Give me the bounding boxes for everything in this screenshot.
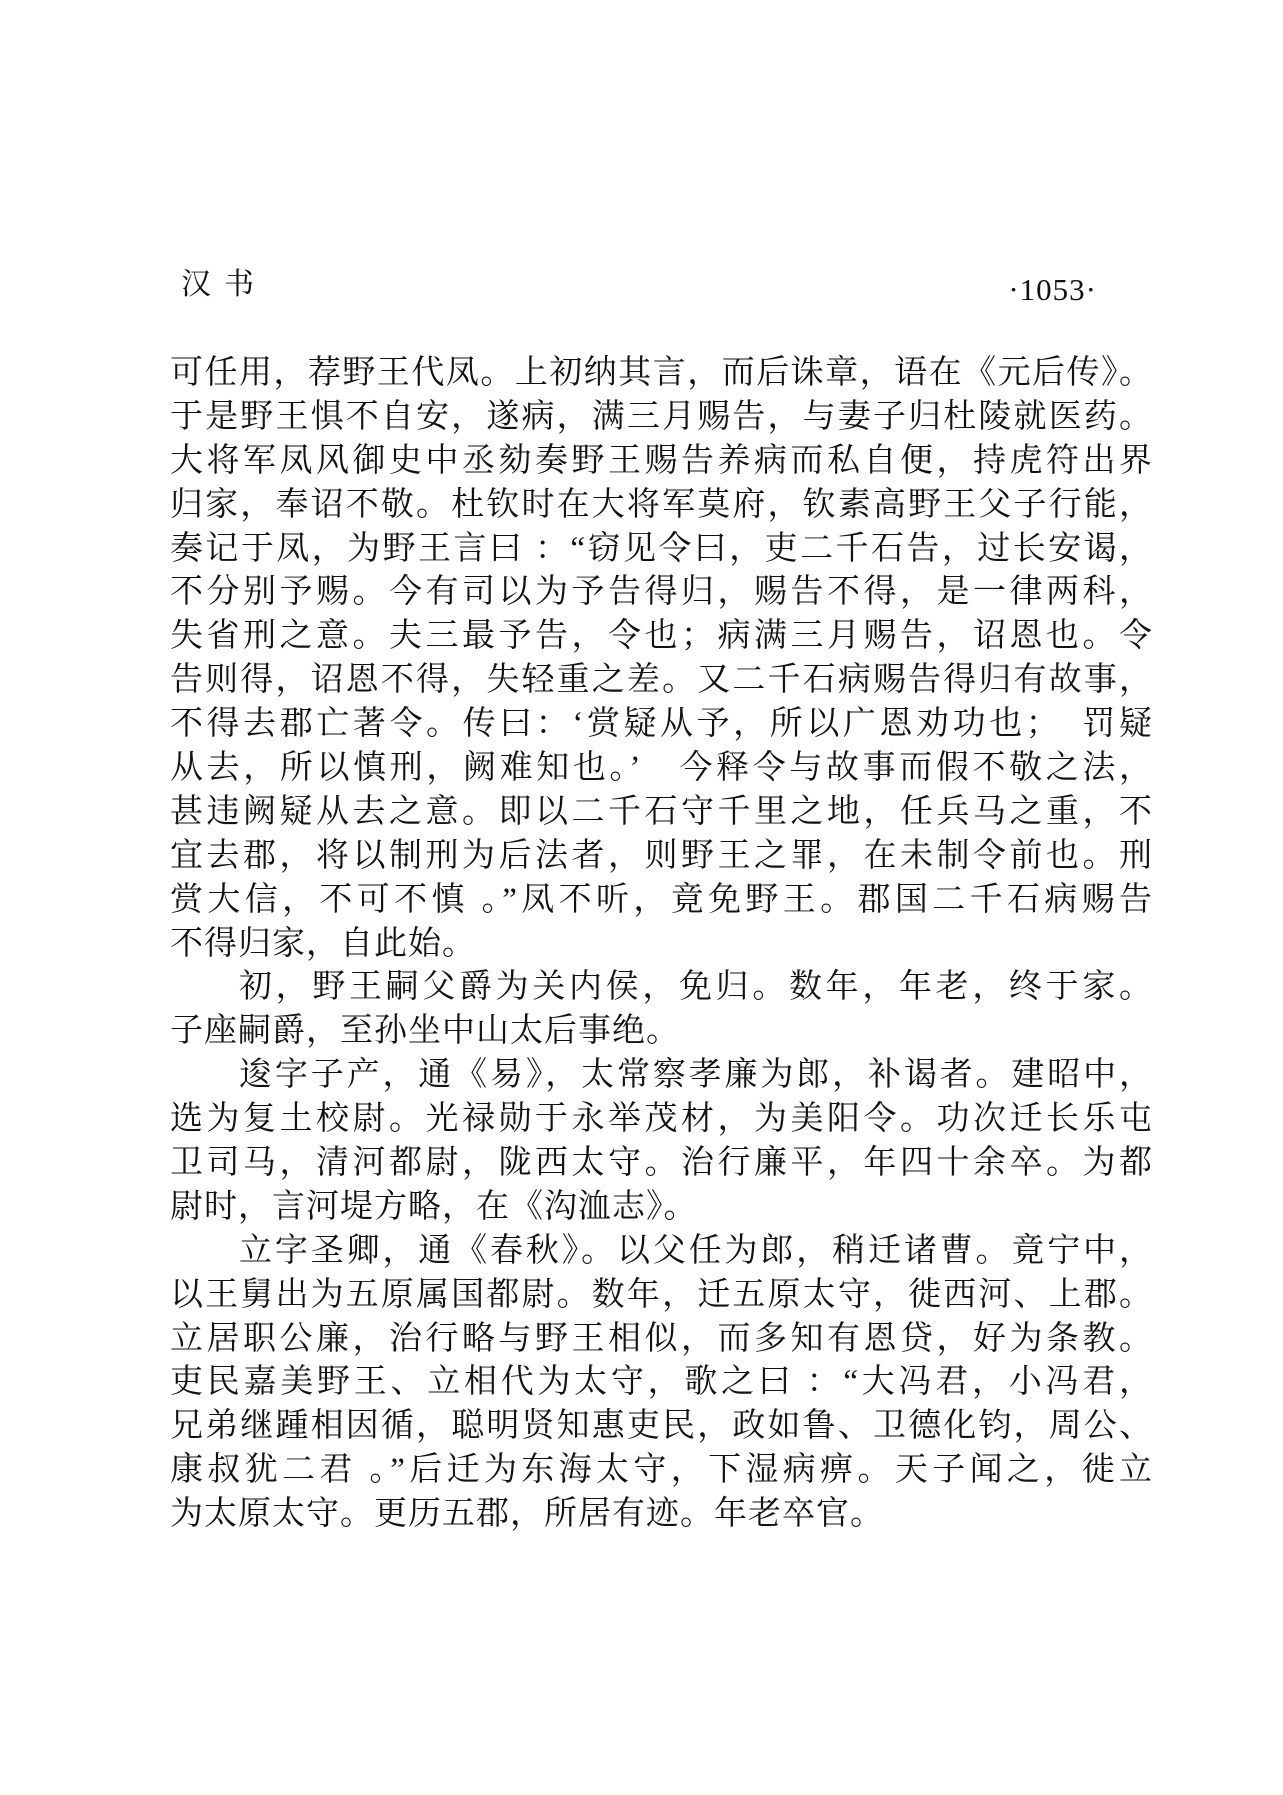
text-line: 宜去郡，将以制刑为后法者，则野王之罪，在未制令前也。刑 [170,837,1152,874]
text-line: 失省刑之意。夫三最予告，令也；病满三月赐告，诏恩也。令 [170,618,1152,655]
text-line: 奏记于凤，为野王言曰 ：“窃见令曰，吏二千石告，过长安谒， [170,530,1152,567]
running-head [0,268,1283,308]
body-text [170,352,1152,1537]
text-line: 康叔犹二君 。”后迁为东海太守，下湿病痹。天子闻之，徙立 [170,1452,1152,1489]
text-line: 为太原太守。更历五郡，所居有迹。年老卒官。 [170,1496,884,1533]
text-line: 选为复土校尉。光禄勋于永举茂材，为美阳令。功次迁长乐屯 [170,1101,1152,1138]
text-line: 吏民嘉美野王、立相代为太守，歌之曰 ：“大冯君，小冯君， [170,1364,1152,1401]
text-line: 子座嗣爵，至孙坐中山太后事绝。 [170,1013,680,1050]
text-line: 大将军凤风御史中丞劾奏野王赐告养病而私自便，持虎符出界 [170,442,1152,479]
text-line: 尉时，言河堤方略，在《沟洫志》。 [170,1188,698,1225]
text-line: 从去，所以慎刑，阙难知也。’ 今释令与故事而假不敬之法， [170,750,1152,787]
page-number: ·1053· [1008,272,1097,307]
text-line: 不得归家，自此始。 [170,925,476,962]
book-title: 汉书 [181,268,267,301]
text-line: 不得去郡亡著令。传曰：‘赏疑从予，所以广恩劝功也； 罚疑 [170,706,1152,743]
text-line: 初，野王嗣父爵为关内侯，免归。数年，年老，终于家。 [239,969,1152,1006]
text-line: 甚违阙疑从去之意。即以二千石守千里之地，任兵马之重，不 [170,793,1152,830]
text-line: 卫司马，清河都尉，陇西太守。治行廉平，年四十余卒。为都 [170,1145,1152,1182]
text-line: 以王舅出为五原属国都尉。数年，迁五原太守，徙西河、上郡。 [170,1276,1152,1313]
text-line: 逡字子产，通《易》，太常察孝廉为郎，补谒者。建昭中， [239,1057,1152,1094]
text-line: 可任用，荐野王代凤。上初纳其言，而后诛章，语在《元后传》。 [170,355,1152,391]
text-line: 立字圣卿，通《春秋》。以父任为郎，稍迁诸曹。竟宁中， [239,1232,1152,1269]
text-line: 赏大信，不可不慎 。”凤不听，竟免野王。郡国二千石病赐告 [170,881,1152,918]
text-line: 立居职公廉，治行略与野王相似，而多知有恩贷，好为条教。 [170,1320,1152,1357]
text-line: 兄弟继踵相因循，聪明贤知惠吏民，政如鲁、卫德化钧，周公、 [170,1408,1152,1445]
text-line: 不分别予赐。今有司以为予告得归，赐告不得，是一律两科， [170,574,1152,611]
text-line: 于是野王惧不自安，遂病，满三月赐告，与妻子归杜陵就医药。 [170,398,1152,435]
text-line: 归家，奉诏不敬。杜钦时在大将军莫府，钦素高野王父子行能， [170,486,1152,523]
text-line: 告则得，诏恩不得，失轻重之差。又二千石病赐告得归有故事， [170,662,1152,699]
